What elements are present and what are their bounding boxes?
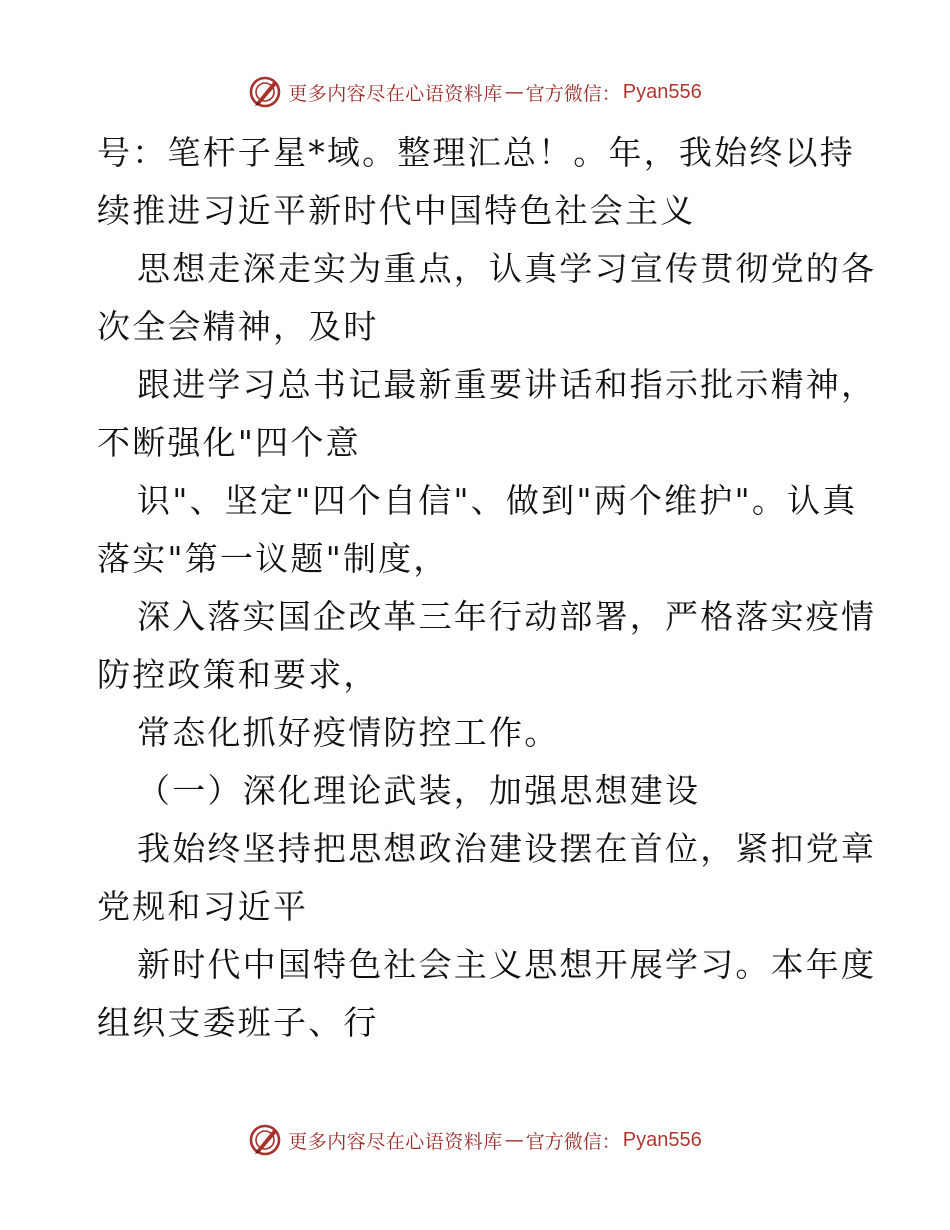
body-text xyxy=(97,124,877,1052)
header-wechat-id: Pyan556 xyxy=(622,80,702,103)
footer-banner xyxy=(0,1120,950,1160)
footer-banner-text: 更多内容尽在心语资料库 xyxy=(288,1130,503,1153)
header-banner-separator: — xyxy=(504,81,524,103)
footer-wechat-label: 官方微信： xyxy=(525,1130,621,1153)
text-line: 新时代中国特色社会主义思想开展学习。本年度 xyxy=(137,945,877,984)
text-line: 落实"第一议题"制度， xyxy=(97,539,449,578)
header-banner-text: 更多内容尽在心语资料库 xyxy=(288,82,503,105)
text-line: 跟进学习总书记最新重要讲话和指示批示精神， xyxy=(137,365,877,404)
pen-logo-icon xyxy=(248,75,282,109)
section-heading: （一）深化理论武装，加强思想建设 xyxy=(137,771,701,810)
text-line: 党规和习近平 xyxy=(97,887,309,926)
text-line: 常态化抓好疫情防控工作。 xyxy=(137,713,560,752)
text-line: 思想走深走实为重点，认真学习宣传贯彻党的各 xyxy=(137,249,877,288)
pen-logo-icon xyxy=(248,1123,282,1157)
text-line: 不断强化"四个意 xyxy=(97,423,361,462)
text-line: 次全会精神，及时 xyxy=(97,307,379,346)
text-line: 号：笔杆子星*域。整理汇总！。年，我始终以持 xyxy=(97,133,855,172)
text-line: 我始终坚持把思想政治建设摆在首位，紧扣党章 xyxy=(137,829,877,868)
text-line: 深入落实国企改革三年行动部署，严格落实疫情 xyxy=(137,597,877,636)
header-wechat-label: 官方微信： xyxy=(525,82,621,105)
text-line: 识"、坚定"四个自信"、做到"两个维护"。认真 xyxy=(137,481,858,520)
text-line: 防控政策和要求， xyxy=(97,655,379,694)
footer-wechat-id: Pyan556 xyxy=(622,1128,702,1151)
header-banner xyxy=(0,72,950,112)
text-line: 组织支委班子、行 xyxy=(97,1003,379,1042)
text-line: 续推进习近平新时代中国特色社会主义 xyxy=(97,191,696,230)
footer-banner-separator: — xyxy=(504,1129,524,1151)
